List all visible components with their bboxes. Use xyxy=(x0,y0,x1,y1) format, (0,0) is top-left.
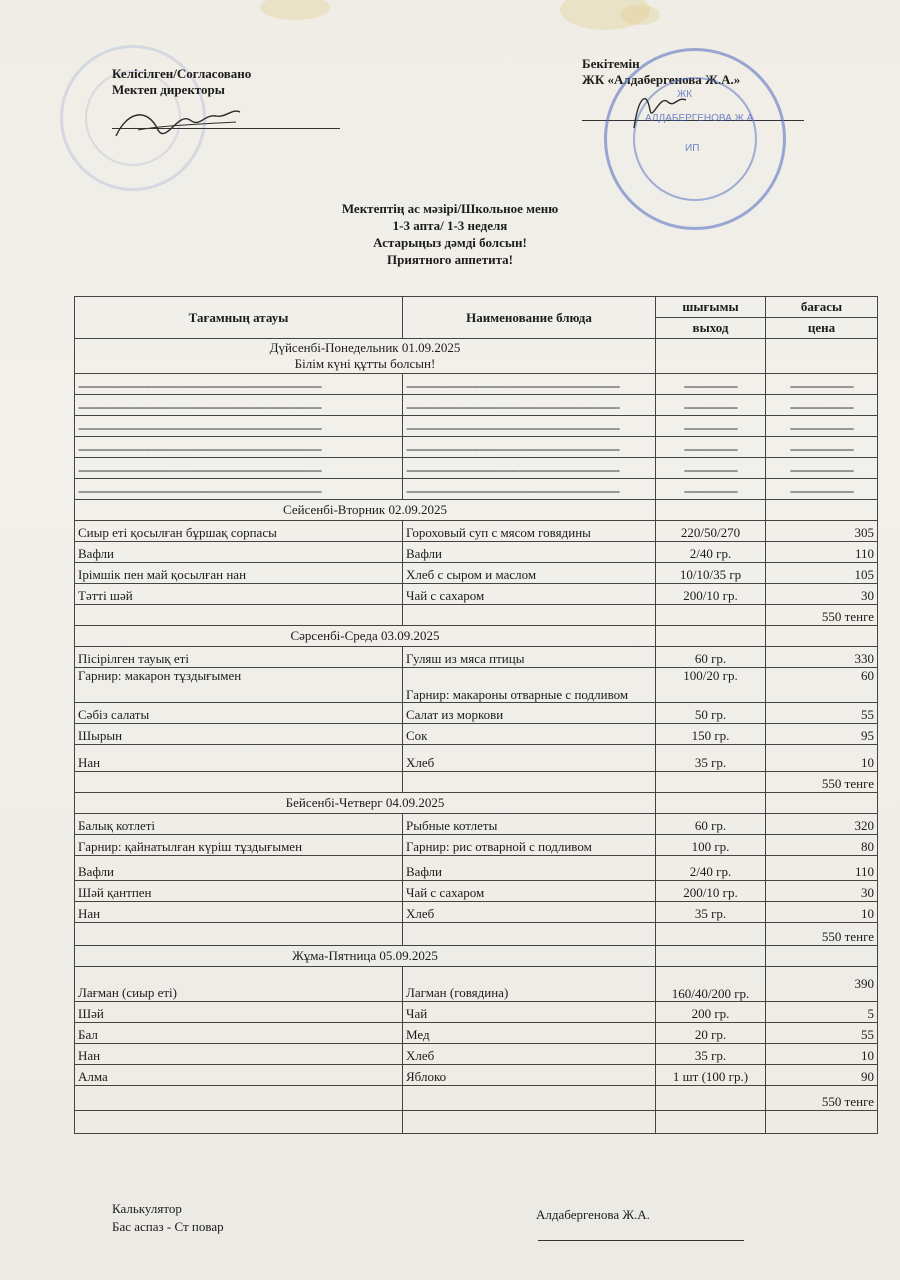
day-row-friday xyxy=(75,946,878,967)
dish-kz: Нан xyxy=(75,1044,403,1065)
header-output-ru: выход xyxy=(656,318,766,339)
table-row xyxy=(75,668,878,703)
table-row xyxy=(75,521,878,542)
dish-price: 55 xyxy=(766,1023,878,1044)
dish-price: 60 xyxy=(766,668,878,703)
approval-left xyxy=(112,66,251,98)
table-row xyxy=(75,542,878,563)
approval-left-role: Мектеп директоры xyxy=(112,82,225,97)
table-row xyxy=(75,703,878,724)
dish-output: 20 гр. xyxy=(656,1023,766,1044)
dish-output: 35 гр. xyxy=(656,902,766,923)
menu-week: 1-3 апта/ 1-3 неделя xyxy=(392,218,508,233)
menu-wish-ru: Приятного аппетита! xyxy=(387,252,513,267)
total-row xyxy=(75,1086,878,1111)
table-row xyxy=(75,835,878,856)
dish-output: 50 гр. xyxy=(656,703,766,724)
table-row xyxy=(75,1002,878,1023)
header-output-kz: шығымы xyxy=(656,297,766,318)
dish-price: 30 xyxy=(766,584,878,605)
dish-kz: Шырын xyxy=(75,724,403,745)
dash-row: ------------------------------------------------------------------------- ---------------------------------------------------------------- ---------------- ------------------- xyxy=(75,437,878,458)
menu-table xyxy=(74,296,878,1134)
footer-chef-role: Бас аспаз - Ст повар xyxy=(112,1219,224,1234)
director-signature-line xyxy=(112,128,340,129)
dish-price: 30 xyxy=(766,881,878,902)
dish-output: 220/50/270 xyxy=(656,521,766,542)
paper-stain xyxy=(260,0,330,20)
dish-output: 2/40 гр. xyxy=(656,856,766,881)
dish-kz: Алма xyxy=(75,1065,403,1086)
dish-price: 390 xyxy=(766,967,878,1002)
header-price-ru: цена xyxy=(766,318,878,339)
day-row-thursday xyxy=(75,793,878,814)
dish-kz: Тәтті шәй xyxy=(75,584,403,605)
table-row xyxy=(75,967,878,1002)
paper-stain xyxy=(620,5,660,25)
table-row xyxy=(75,814,878,835)
dish-price: 320 xyxy=(766,814,878,835)
chef-signature-line xyxy=(538,1240,744,1241)
day-subtitle: Білім күні құтты болсын! xyxy=(294,356,436,371)
day-total: 550 тенге xyxy=(766,923,878,946)
dish-ru: Салат из моркови xyxy=(403,703,656,724)
empty-row xyxy=(75,1111,878,1134)
dish-kz: Сиыр еті қосылған бұршақ сорпасы xyxy=(75,521,403,542)
dish-ru: Вафли xyxy=(403,542,656,563)
dish-ru: Яблоко xyxy=(403,1065,656,1086)
dish-price: 10 xyxy=(766,1044,878,1065)
dish-price: 110 xyxy=(766,856,878,881)
total-row xyxy=(75,772,878,793)
dish-kz: Балық котлеті xyxy=(75,814,403,835)
dish-ru: Гарнир: рис отварной с подливом xyxy=(403,835,656,856)
approver-signature xyxy=(624,80,694,140)
dish-output: 10/10/35 гр xyxy=(656,563,766,584)
dish-ru: Чай с сахаром xyxy=(403,584,656,605)
day-title: Бейсенбі-Четверг 04.09.2025 xyxy=(75,793,656,814)
dish-price: 10 xyxy=(766,745,878,772)
approval-left-title: Келісілген/Согласовано xyxy=(112,66,252,81)
dish-ru: Рыбные котлеты xyxy=(403,814,656,835)
menu-wish-kz: Астарыңыз дәмді болсын! xyxy=(373,235,527,250)
dish-ru: Лагман (говядина) xyxy=(403,967,656,1002)
day-total: 550 тенге xyxy=(766,772,878,793)
table-row xyxy=(75,563,878,584)
dish-price: 10 xyxy=(766,902,878,923)
total-row xyxy=(75,923,878,946)
day-row-monday xyxy=(75,339,878,374)
dish-kz: Нан xyxy=(75,902,403,923)
dish-price: 305 xyxy=(766,521,878,542)
dish-price: 5 xyxy=(766,1002,878,1023)
dish-kz: Гарнир: макарон тұздығымен xyxy=(75,668,403,703)
footer-left xyxy=(112,1200,224,1236)
dish-kz: Гарнир: қайнатылған күріш тұздығымен xyxy=(75,835,403,856)
dish-kz: Вафли xyxy=(75,542,403,563)
dish-ru: Хлеб xyxy=(403,1044,656,1065)
dish-output: 35 гр. xyxy=(656,1044,766,1065)
table-row xyxy=(75,902,878,923)
stamp-center: ИП xyxy=(685,143,700,154)
table-row xyxy=(75,584,878,605)
dish-output: 2/40 гр. xyxy=(656,542,766,563)
dish-ru: Хлеб с сыром и маслом xyxy=(403,563,656,584)
day-total: 550 тенге xyxy=(766,1086,878,1111)
dish-ru: Чай xyxy=(403,1002,656,1023)
total-row xyxy=(75,605,878,626)
dish-price: 55 xyxy=(766,703,878,724)
dish-price: 95 xyxy=(766,724,878,745)
dish-output: 1 шт (100 гр.) xyxy=(656,1065,766,1086)
dish-output: 200 гр. xyxy=(656,1002,766,1023)
dish-ru: Хлеб xyxy=(403,902,656,923)
dish-ru: Гороховый суп с мясом говядины xyxy=(403,521,656,542)
dish-output: 160/40/200 гр. xyxy=(656,967,766,1002)
dish-price: 80 xyxy=(766,835,878,856)
dish-output: 200/10 гр. xyxy=(656,881,766,902)
dish-ru: Гуляш из мяса птицы xyxy=(403,647,656,668)
dish-kz: Пісірілген тауық еті xyxy=(75,647,403,668)
approval-right-name: ЖК «Алдабергенова Ж.А.» xyxy=(582,72,741,87)
dish-price: 90 xyxy=(766,1065,878,1086)
dish-kz: Вафли xyxy=(75,856,403,881)
day-title: Сәрсенбі-Среда 03.09.2025 xyxy=(75,626,656,647)
dish-output: 60 гр. xyxy=(656,647,766,668)
day-row-wednesday xyxy=(75,626,878,647)
table-header-row xyxy=(75,297,878,318)
dish-kz: Сәбіз салаты xyxy=(75,703,403,724)
day-title: Дүйсенбі-Понедельник 01.09.2025 xyxy=(269,340,461,355)
table-row xyxy=(75,856,878,881)
header-kz: Тағамның атауы xyxy=(75,297,403,339)
table-row xyxy=(75,881,878,902)
director-signature xyxy=(108,100,248,150)
dish-price: 330 xyxy=(766,647,878,668)
menu-titles xyxy=(0,200,900,268)
stamp-name: АЛДАБЕРГЕНОВА Ж.А. xyxy=(645,113,757,124)
approval-right-title: Бекітемін xyxy=(582,56,640,71)
table-row xyxy=(75,1023,878,1044)
footer-calculator: Калькулятор xyxy=(112,1201,182,1216)
day-total: 550 тенге xyxy=(766,605,878,626)
dish-ru: Мед xyxy=(403,1023,656,1044)
dish-output: 100 гр. xyxy=(656,835,766,856)
dish-output: 60 гр. xyxy=(656,814,766,835)
dish-price: 110 xyxy=(766,542,878,563)
dish-output: 100/20 гр. xyxy=(656,668,766,703)
dash-row: ------------------------------------------------------------------------- ---------------------------------------------------------------- ---------------- ------------------- xyxy=(75,479,878,500)
dish-ru: Сок xyxy=(403,724,656,745)
dish-ru: Чай с сахаром xyxy=(403,881,656,902)
dish-ru: Гарнир: макароны отварные с подливом xyxy=(403,668,656,703)
table-row xyxy=(75,745,878,772)
dash-row: ------------------------------------------------------------------------- ---------------------------------------------------------------- ---------------- ------------------- xyxy=(75,374,878,395)
dish-kz: Нан xyxy=(75,745,403,772)
day-title: Жұма-Пятница 05.09.2025 xyxy=(75,946,656,967)
dash-row: ------------------------------------------------------------------------- ---------------------------------------------------------------- ---------------- ------------------- xyxy=(75,416,878,437)
table-row xyxy=(75,647,878,668)
dish-kz: Лағман (сиыр еті) xyxy=(75,967,403,1002)
table-row xyxy=(75,1065,878,1086)
menu-title: Мектептің ас мәзірі/Школьное меню xyxy=(341,201,559,216)
stamp-abbr: ЖК xyxy=(677,89,693,100)
dish-ru: Вафли xyxy=(403,856,656,881)
day-row-tuesday xyxy=(75,500,878,521)
dish-price: 105 xyxy=(766,563,878,584)
dish-output: 35 гр. xyxy=(656,745,766,772)
table-row xyxy=(75,724,878,745)
table-row xyxy=(75,1044,878,1065)
footer-chef-name: Алдабергенова Ж.А. xyxy=(536,1207,650,1222)
dish-kz: Ірімшік пен май қосылған нан xyxy=(75,563,403,584)
dish-kz: Бал xyxy=(75,1023,403,1044)
footer-right xyxy=(536,1206,650,1224)
dish-output: 200/10 гр. xyxy=(656,584,766,605)
header-price-kz: бағасы xyxy=(766,297,878,318)
day-title: Сейсенбі-Вторник 02.09.2025 xyxy=(75,500,656,521)
dish-output: 150 гр. xyxy=(656,724,766,745)
dish-kz: Шәй қантпен xyxy=(75,881,403,902)
header-ru: Наименование блюда xyxy=(403,297,656,339)
dash-row: ------------------------------------------------------------------------- ---------------------------------------------------------------- ---------------- ------------------- xyxy=(75,458,878,479)
dish-kz: Шәй xyxy=(75,1002,403,1023)
dish-ru: Хлеб xyxy=(403,745,656,772)
dash-row: ------------------------------------------------------------------------- ---------------------------------------------------------------- ---------------- ------------------- xyxy=(75,395,878,416)
